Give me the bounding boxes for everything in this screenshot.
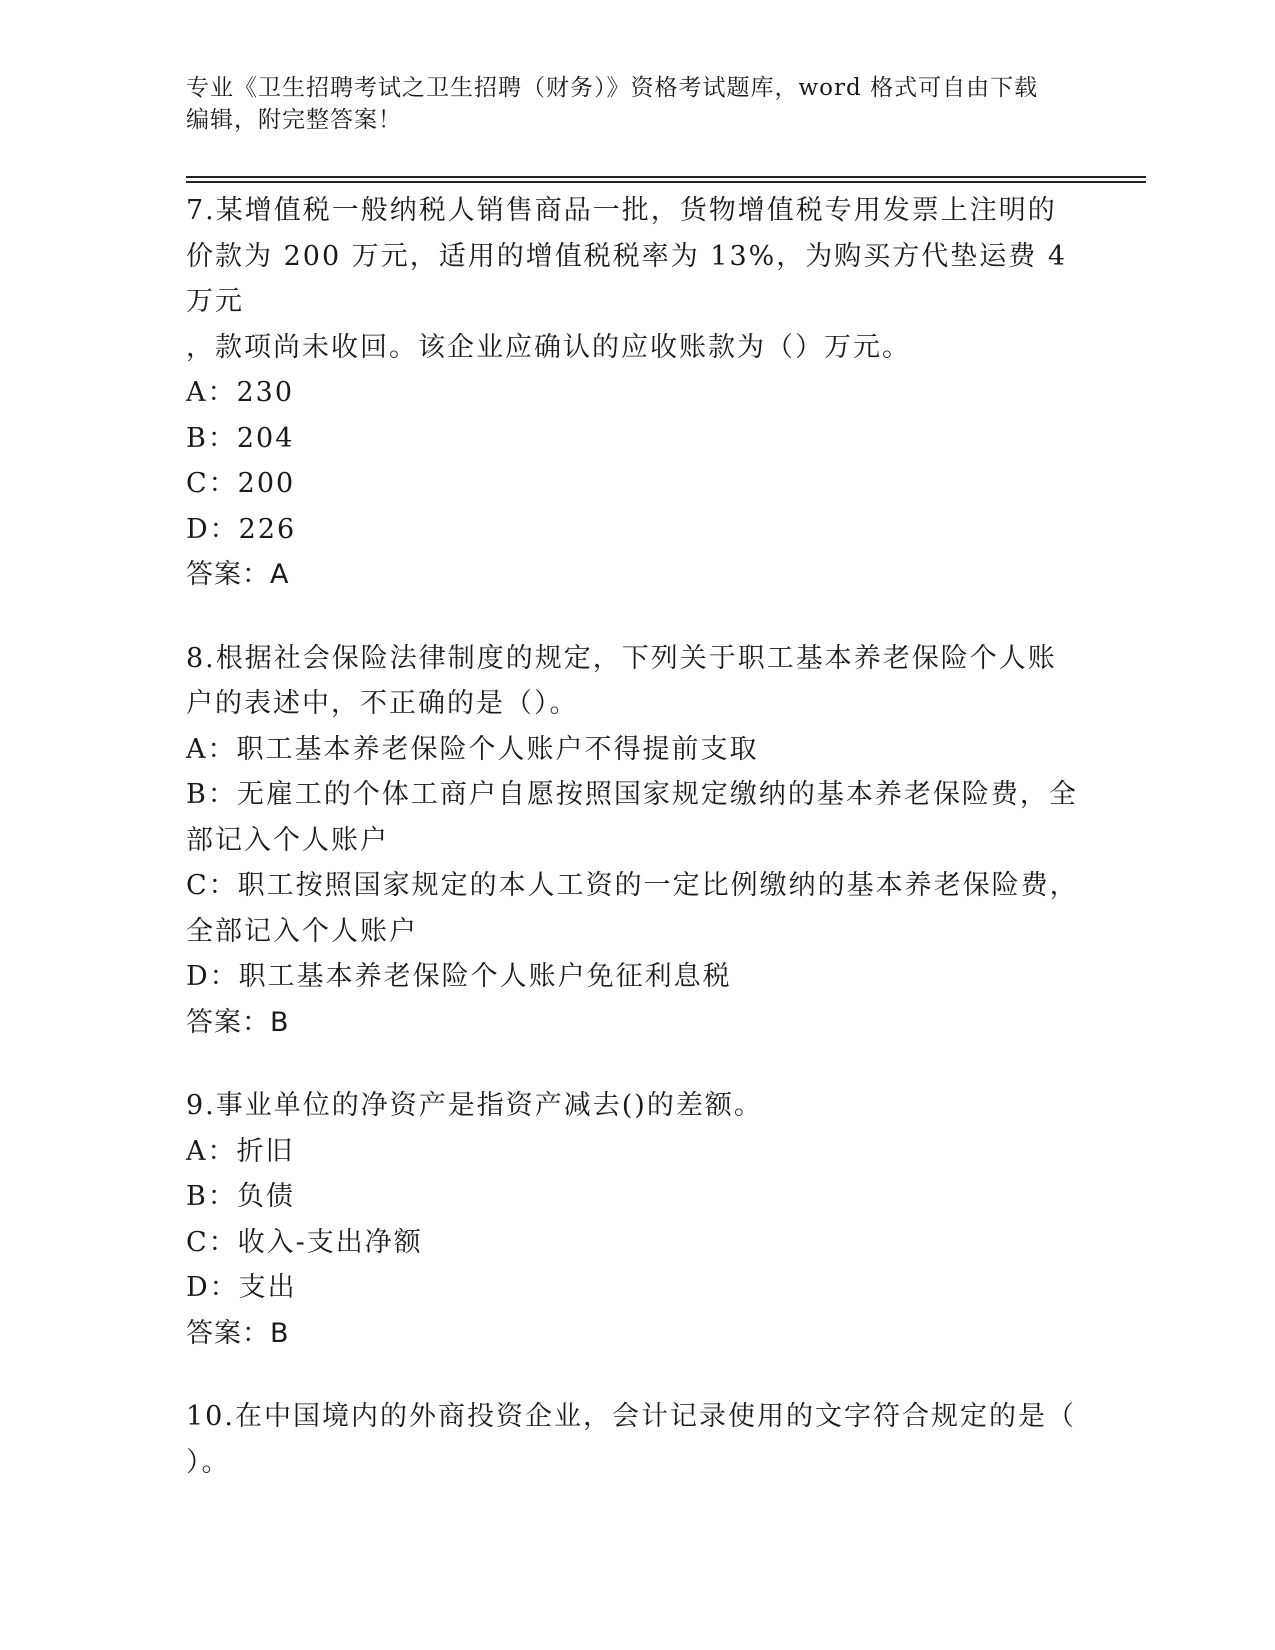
answer-key: 答案：B [186,1006,290,1038]
answer-option: B：204 [186,422,295,454]
question-list [186,188,1086,1523]
header-line-1: 专业《卫生招聘考试之卫生招聘（财务）》资格考试题库，word 格式可自由下载 [186,75,1039,101]
question-stem-line: ）。 [186,1446,231,1478]
answer-option: A：230 [186,377,295,408]
answer-key: 答案：B [186,1317,290,1349]
question-block [186,1394,1086,1485]
question-block [186,636,1086,1046]
answer-option: 部记入个人账户 [186,824,389,856]
question-stem-line: 9.事业单位的净资产是指资产减去()的差额。 [186,1090,763,1121]
question-stem-line: 价款为 200 万元，适用的增值税税率为 13%，为购买方代垫运费 4 万元 [186,240,1078,317]
header-divider-bottom [186,181,1146,183]
answer-option: D：支出 [186,1272,297,1303]
question-block [186,188,1086,598]
answer-option: C：200 [186,468,296,499]
header-divider-top [186,176,1146,178]
answer-option: C：职工按照国家规定的本人工资的一定比例缴纳的基本养老保险费， [186,870,1079,901]
answer-option: A：折旧 [186,1135,295,1167]
answer-option: B：负债 [186,1181,295,1212]
question-stem-line: 10.在中国境内的外商投资企业，会计记录使用的文字符合规定的是（ [186,1401,1076,1432]
answer-key: 答案：A [186,559,290,590]
answer-option: C：收入-支出净额 [186,1226,423,1258]
question-stem-line: 8.根据社会保险法律制度的规定，下列关于职工基本养老保险个人账 [186,642,1057,674]
question-block [186,1083,1086,1356]
question-stem-line: 户的表述中，不正确的是（）。 [186,688,579,719]
document-header [186,72,1066,136]
answer-option: 全部记入个人账户 [186,915,418,947]
header-line-2: 编辑，附完整答案！ [186,107,402,133]
answer-option: B：无雇工的个体工商户自愿按照国家规定缴纳的基本养老保险费，全 [186,779,1078,810]
question-stem-line: 7.某增值税一般纳税人销售商品一批，货物增值税专用发票上注明的 [186,195,1057,226]
answer-option: D：226 [186,513,297,545]
answer-option: D：职工基本养老保险个人账户免征利息税 [186,961,732,992]
question-stem-line: ，款项尚未收回。该企业应确认的应收账款为（）万元。 [186,331,911,363]
answer-option: A：职工基本养老保险个人账户不得提前支取 [186,733,759,765]
